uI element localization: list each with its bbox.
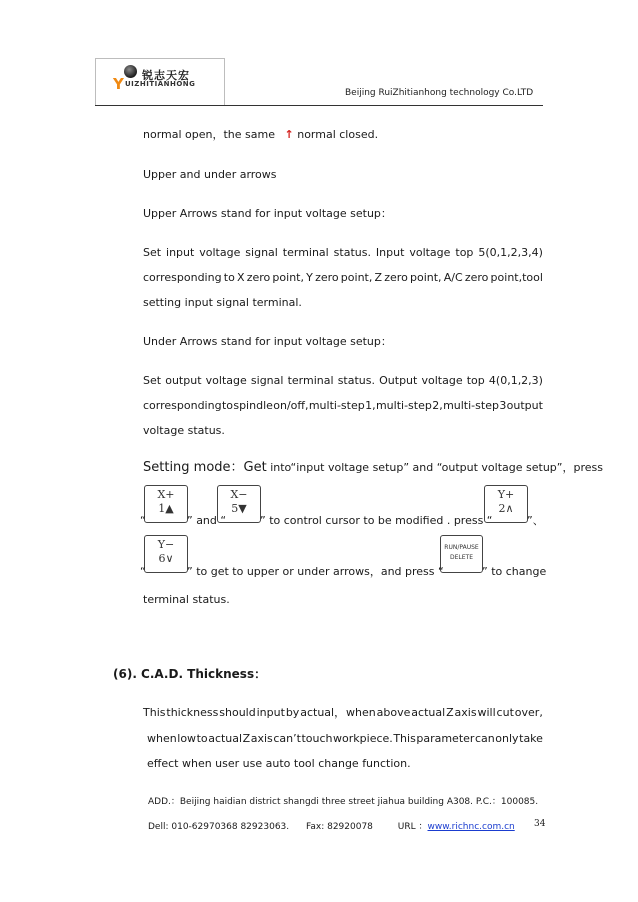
word: 1, — [365, 399, 376, 412]
setting-mode-rest: into“input voltage setup” and “output voltage setup”，press — [270, 461, 603, 474]
line-upper-arrows: Upper Arrows stand for input voltage setup： — [143, 207, 392, 220]
word: signal — [250, 374, 284, 387]
word: 5(0,1,2,3,4) — [478, 246, 543, 259]
setting-mode-line — [143, 461, 603, 475]
line-under-arrows: Under Arrows stand for input voltage setup： — [143, 335, 392, 348]
para1-line2 — [143, 271, 543, 285]
word: low — [177, 732, 197, 745]
word: point, — [409, 271, 442, 284]
line1-b: normal closed. — [297, 128, 379, 141]
word: thickness — [166, 706, 219, 719]
y-plus-key-bottom: 2∧ — [498, 502, 514, 515]
word: zero — [315, 271, 339, 284]
row1-text-control: ” to control cursor to be modified . press “ — [260, 514, 493, 527]
word: Z — [374, 271, 383, 284]
word: voltage — [421, 374, 463, 387]
section6-line1 — [143, 706, 543, 720]
logo-mark: Y — [113, 75, 124, 93]
word: multi-step — [308, 399, 365, 412]
word: input — [256, 706, 285, 719]
row1-quote-open: “ — [140, 514, 146, 527]
word: should — [219, 706, 256, 719]
word: Set — [143, 246, 162, 259]
para2-line1 — [143, 374, 543, 388]
page-number: 34 — [534, 819, 546, 829]
word: corresponding — [143, 399, 222, 412]
word: actual — [411, 706, 446, 719]
word: zero — [246, 271, 271, 284]
word: Output — [379, 374, 418, 387]
word: Set — [143, 374, 162, 387]
x-plus-key-bottom: 1▲ — [158, 502, 174, 515]
word: Input — [375, 246, 405, 259]
terminal-status-line: terminal status. — [143, 593, 230, 606]
word: multi-step — [443, 399, 499, 412]
word: can’t — [273, 732, 301, 745]
word: touch — [301, 732, 333, 745]
word: take — [519, 732, 543, 745]
company-name: Beijing RuiZhitianhong technology Co.LTD — [345, 88, 534, 98]
word: A/C — [443, 271, 463, 284]
run-pause-key-bottom: DELETE — [449, 554, 473, 561]
word: Z — [446, 706, 454, 719]
row2-text-change: ” to change — [482, 565, 547, 578]
word: voltage — [199, 246, 241, 259]
footer-fax: Fax: 82920078 — [306, 822, 373, 832]
word: top — [455, 246, 474, 259]
run-pause-delete-key[interactable] — [440, 535, 483, 573]
word: by — [285, 706, 300, 719]
y-minus-key[interactable] — [144, 535, 188, 573]
word: when — [346, 706, 376, 719]
line-upper-under: Upper and under arrows — [143, 168, 277, 181]
word: point, — [340, 271, 373, 284]
word: terminal — [282, 246, 329, 259]
word: zero — [384, 271, 408, 284]
row1-text-end: ”、 — [527, 514, 544, 527]
word: output — [165, 374, 202, 387]
logo-english-name: UIZHITIANHONG — [125, 80, 196, 88]
footer-address: ADD.：Beijing haidian district shangdi three street jiahua building A308. P.C.：100085. — [148, 797, 539, 807]
word: multi-step — [375, 399, 432, 412]
y-minus-key-top: Y− — [157, 538, 175, 551]
setting-mode-label: Setting mode：Get — [143, 460, 267, 475]
word: X — [236, 271, 245, 284]
x-plus-key[interactable] — [144, 485, 188, 523]
footer-url-link[interactable]: www.richnc.com.cn — [427, 822, 515, 832]
word: output — [506, 399, 543, 412]
up-arrow-icon: ↑ — [284, 128, 294, 141]
word: Z — [242, 732, 251, 745]
word: over, — [514, 706, 543, 719]
word: corresponding — [143, 271, 222, 284]
word: voltage — [205, 374, 247, 387]
word: input — [166, 246, 195, 259]
word: actual — [208, 732, 243, 745]
para1-line3: setting input signal terminal. — [143, 296, 302, 309]
word: 4(0,1,2,3) — [488, 374, 543, 387]
run-pause-key-top: RUN/PAUSE — [444, 544, 479, 551]
word: 3 — [499, 399, 507, 412]
row2-quote-open: “ — [140, 565, 146, 578]
para2-line2 — [143, 399, 543, 413]
word: on/off, — [273, 399, 309, 412]
section-6-title: (6). C.A.D. Thickness： — [113, 667, 267, 681]
x-minus-key-top: X− — [230, 488, 248, 501]
footer-tel: Dell: 010-62970368 82923063. — [148, 822, 290, 832]
word: Y — [306, 271, 313, 284]
section6-line2 — [147, 732, 543, 746]
word: This — [143, 706, 166, 719]
word: axis — [250, 732, 273, 745]
word: signal — [245, 246, 278, 259]
para1-line1 — [143, 246, 543, 260]
word: to — [221, 399, 233, 412]
word: spindle — [233, 399, 273, 412]
logo-chinese-name: 锐志天宏 — [142, 69, 190, 82]
footer-url-label: URL ： — [397, 822, 428, 832]
y-plus-key-top: Y+ — [497, 488, 515, 501]
row1-text-and: ” and “ — [187, 514, 227, 527]
word: can — [474, 732, 495, 745]
logo-ball-icon — [124, 65, 137, 78]
word: axis — [454, 706, 477, 719]
section6-line3: effect when user use auto tool change function. — [147, 757, 411, 770]
word: cut — [496, 706, 514, 719]
word: status. — [333, 246, 371, 259]
word: 2, — [432, 399, 443, 412]
word: will — [477, 706, 496, 719]
x-plus-key-top: X+ — [157, 488, 175, 501]
word: zero — [464, 271, 489, 284]
y-minus-key-bottom: 6∨ — [158, 552, 174, 565]
word: This — [393, 732, 416, 745]
x-minus-key-bottom: 5▼ — [231, 502, 247, 515]
word: status. — [337, 374, 375, 387]
word: workpiece. — [333, 732, 393, 745]
word: point, — [272, 271, 304, 284]
word: when — [147, 732, 177, 745]
line1-a: normal open，the same — [143, 128, 275, 141]
word: terminal — [287, 374, 334, 387]
word: actual， — [300, 706, 346, 719]
word: to — [196, 732, 208, 745]
line-normal-open — [143, 128, 378, 142]
footer-contact-line — [148, 819, 515, 832]
header-rule — [95, 105, 543, 106]
word: only — [495, 732, 519, 745]
row2-text-get: ” to get to upper or under arrows，and press “ — [187, 565, 444, 578]
word: voltage — [409, 246, 451, 259]
word: to — [223, 271, 235, 284]
word: point,tool — [490, 271, 543, 284]
para2-line3: voltage status. — [143, 424, 225, 437]
word: top — [466, 374, 485, 387]
word: parameter — [416, 732, 475, 745]
word: above — [376, 706, 411, 719]
